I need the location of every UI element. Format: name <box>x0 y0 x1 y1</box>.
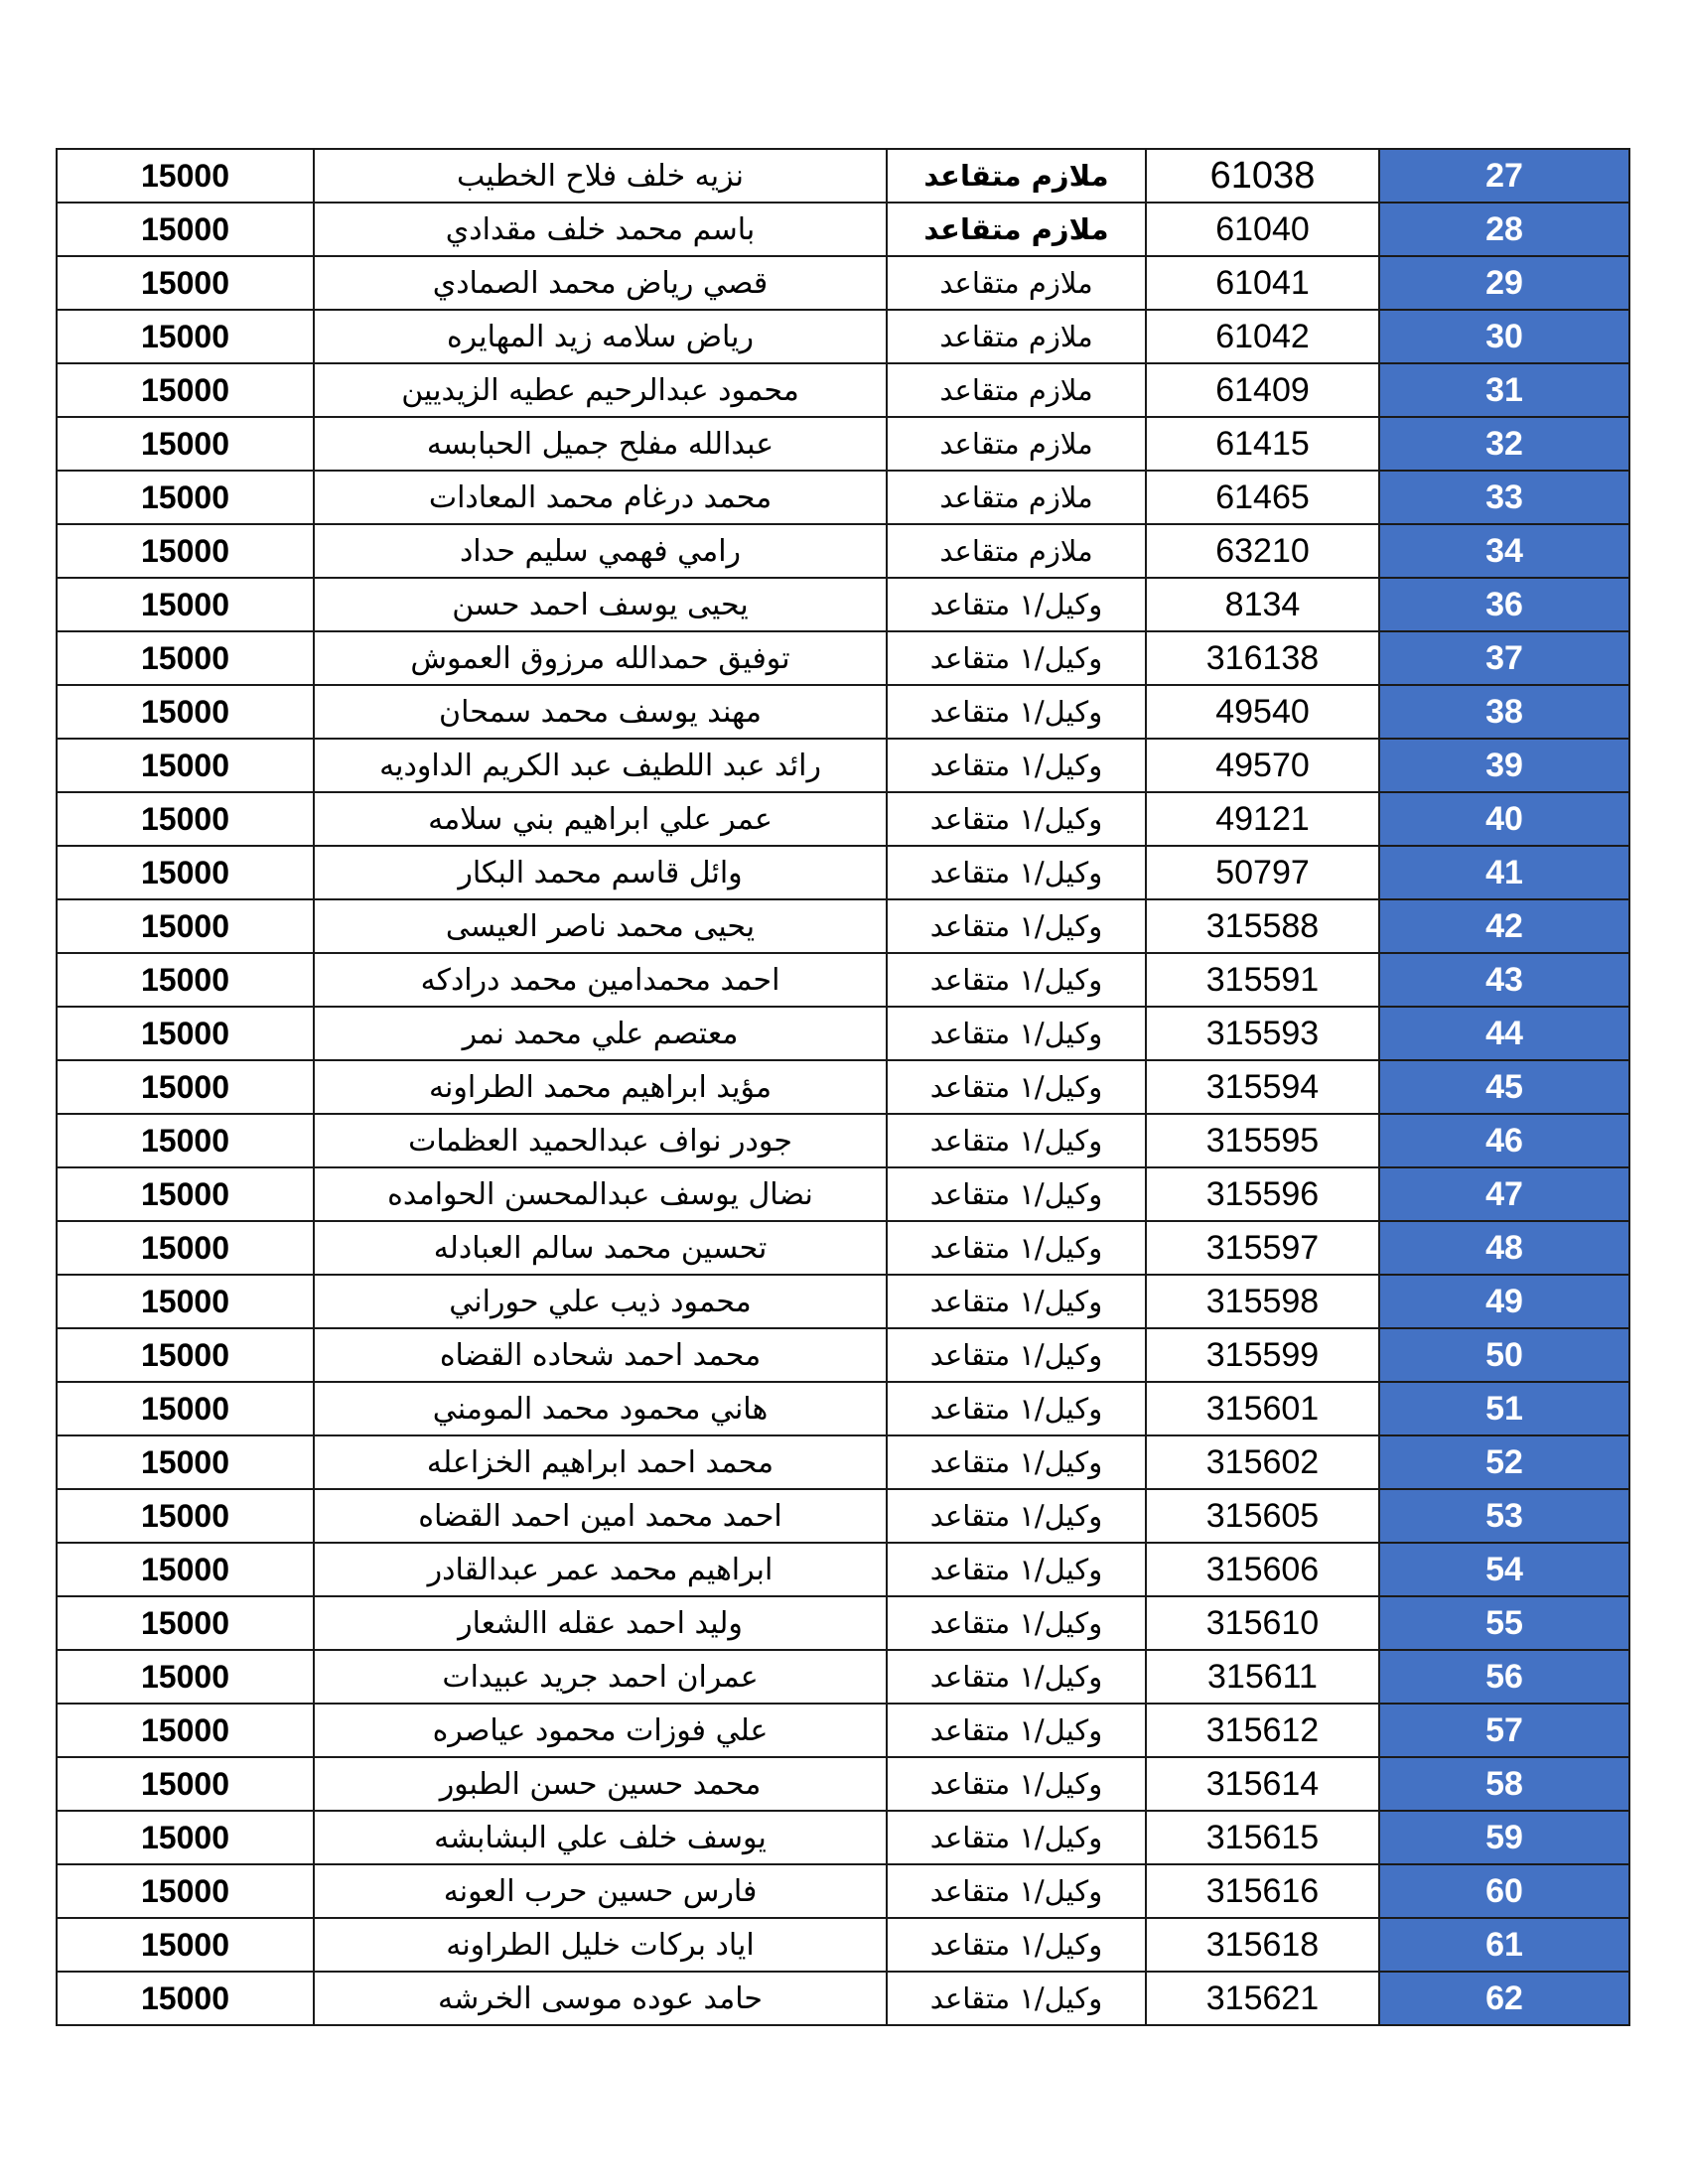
amount-cell: 15000 <box>57 1650 314 1704</box>
id-number-cell: 315612 <box>1146 1704 1379 1757</box>
table-row <box>57 471 1629 524</box>
amount-cell: 15000 <box>57 1328 314 1382</box>
name-cell: عبدالله مفلح جميل الحبابسه <box>314 417 887 471</box>
serial-number-cell: 59 <box>1379 1811 1629 1864</box>
rank-cell: وكيل/١ متقاعد <box>887 1757 1146 1811</box>
id-number-cell: 8134 <box>1146 578 1379 631</box>
id-number-cell: 315598 <box>1146 1275 1379 1328</box>
amount-cell: 15000 <box>57 1543 314 1596</box>
table-row <box>57 1972 1629 2025</box>
amount-cell: 15000 <box>57 1114 314 1167</box>
amount-cell: 15000 <box>57 417 314 471</box>
id-number-cell: 49540 <box>1146 685 1379 739</box>
amount-cell: 15000 <box>57 685 314 739</box>
table-row <box>57 578 1629 631</box>
serial-number-cell: 61 <box>1379 1918 1629 1972</box>
table-row <box>57 1060 1629 1114</box>
table-row <box>57 1328 1629 1382</box>
rank-cell: وكيل/١ متقاعد <box>887 1167 1146 1221</box>
table-row <box>57 1918 1629 1972</box>
serial-number-cell: 44 <box>1379 1007 1629 1060</box>
rank-cell: وكيل/١ متقاعد <box>887 1221 1146 1275</box>
serial-number-cell: 43 <box>1379 953 1629 1007</box>
roster-table-body <box>57 149 1629 2025</box>
id-number-cell: 315596 <box>1146 1167 1379 1221</box>
rank-cell: وكيل/١ متقاعد <box>887 1864 1146 1918</box>
rank-cell: وكيل/١ متقاعد <box>887 685 1146 739</box>
rank-cell: وكيل/١ متقاعد <box>887 1007 1146 1060</box>
id-number-cell: 315610 <box>1146 1596 1379 1650</box>
id-number-cell: 63210 <box>1146 524 1379 578</box>
id-number-cell: 315591 <box>1146 953 1379 1007</box>
table-row <box>57 1275 1629 1328</box>
serial-number-cell: 27 <box>1379 149 1629 203</box>
name-cell: نزيه خلف فلاح الخطيب <box>314 149 887 203</box>
table-row <box>57 739 1629 792</box>
table-row <box>57 1704 1629 1757</box>
name-cell: فارس حسين حرب العونه <box>314 1864 887 1918</box>
table-row <box>57 256 1629 310</box>
id-number-cell: 315614 <box>1146 1757 1379 1811</box>
name-cell: احمد محمدامين محمد درادكه <box>314 953 887 1007</box>
serial-number-cell: 33 <box>1379 471 1629 524</box>
amount-cell: 15000 <box>57 203 314 256</box>
id-number-cell: 315605 <box>1146 1489 1379 1543</box>
id-number-cell: 315601 <box>1146 1382 1379 1435</box>
serial-number-cell: 47 <box>1379 1167 1629 1221</box>
name-cell: قصي رياض محمد الصمادي <box>314 256 887 310</box>
id-number-cell: 315621 <box>1146 1972 1379 2025</box>
name-cell: معتصم علي محمد نمر <box>314 1007 887 1060</box>
name-cell: يوسف خلف علي البشابشه <box>314 1811 887 1864</box>
id-number-cell: 61038 <box>1146 149 1379 203</box>
rank-cell: وكيل/١ متقاعد <box>887 1489 1146 1543</box>
amount-cell: 15000 <box>57 471 314 524</box>
table-row <box>57 203 1629 256</box>
id-number-cell: 315615 <box>1146 1811 1379 1864</box>
amount-cell: 15000 <box>57 953 314 1007</box>
amount-cell: 15000 <box>57 1704 314 1757</box>
amount-cell: 15000 <box>57 1972 314 2025</box>
id-number-cell: 315597 <box>1146 1221 1379 1275</box>
serial-number-cell: 48 <box>1379 1221 1629 1275</box>
serial-number-cell: 45 <box>1379 1060 1629 1114</box>
rank-cell: وكيل/١ متقاعد <box>887 1704 1146 1757</box>
name-cell: محمد احمد شحاده القضاه <box>314 1328 887 1382</box>
table-row <box>57 1864 1629 1918</box>
table-row <box>57 524 1629 578</box>
id-number-cell: 50797 <box>1146 846 1379 899</box>
table-row <box>57 1382 1629 1435</box>
name-cell: يحيى محمد ناصر العيسى <box>314 899 887 953</box>
serial-number-cell: 56 <box>1379 1650 1629 1704</box>
name-cell: احمد محمد امين احمد القضاه <box>314 1489 887 1543</box>
rank-cell: وكيل/١ متقاعد <box>887 1596 1146 1650</box>
table-row <box>57 631 1629 685</box>
name-cell: اياد بركات خليل الطراونه <box>314 1918 887 1972</box>
name-cell: جودر نواف عبدالحميد العظمات <box>314 1114 887 1167</box>
amount-cell: 15000 <box>57 631 314 685</box>
table-row <box>57 953 1629 1007</box>
table-row <box>57 1650 1629 1704</box>
serial-number-cell: 46 <box>1379 1114 1629 1167</box>
name-cell: يحيى يوسف احمد حسن <box>314 578 887 631</box>
id-number-cell: 61409 <box>1146 363 1379 417</box>
id-number-cell: 315599 <box>1146 1328 1379 1382</box>
id-number-cell: 315588 <box>1146 899 1379 953</box>
name-cell: هاني محمود محمد المومني <box>314 1382 887 1435</box>
rank-cell: وكيل/١ متقاعد <box>887 1328 1146 1382</box>
rank-cell: وكيل/١ متقاعد <box>887 1918 1146 1972</box>
id-number-cell: 315602 <box>1146 1435 1379 1489</box>
amount-cell: 15000 <box>57 1918 314 1972</box>
id-number-cell: 61041 <box>1146 256 1379 310</box>
rank-cell: وكيل/١ متقاعد <box>887 1435 1146 1489</box>
serial-number-cell: 55 <box>1379 1596 1629 1650</box>
amount-cell: 15000 <box>57 792 314 846</box>
rank-cell: وكيل/١ متقاعد <box>887 1060 1146 1114</box>
rank-cell: وكيل/١ متقاعد <box>887 1972 1146 2025</box>
table-row <box>57 1543 1629 1596</box>
id-number-cell: 315616 <box>1146 1864 1379 1918</box>
serial-number-cell: 31 <box>1379 363 1629 417</box>
amount-cell: 15000 <box>57 363 314 417</box>
id-number-cell: 315618 <box>1146 1918 1379 1972</box>
rank-cell: وكيل/١ متقاعد <box>887 1275 1146 1328</box>
serial-number-cell: 30 <box>1379 310 1629 363</box>
id-number-cell: 61042 <box>1146 310 1379 363</box>
amount-cell: 15000 <box>57 1060 314 1114</box>
id-number-cell: 315611 <box>1146 1650 1379 1704</box>
rank-cell: ملازم متقاعد <box>887 149 1146 203</box>
table-row <box>57 363 1629 417</box>
rank-cell: وكيل/١ متقاعد <box>887 578 1146 631</box>
table-row <box>57 1757 1629 1811</box>
serial-number-cell: 29 <box>1379 256 1629 310</box>
id-number-cell: 316138 <box>1146 631 1379 685</box>
id-number-cell: 315606 <box>1146 1543 1379 1596</box>
id-number-cell: 61465 <box>1146 471 1379 524</box>
amount-cell: 15000 <box>57 1382 314 1435</box>
amount-cell: 15000 <box>57 1167 314 1221</box>
serial-number-cell: 50 <box>1379 1328 1629 1382</box>
amount-cell: 15000 <box>57 1489 314 1543</box>
rank-cell: وكيل/١ متقاعد <box>887 1382 1146 1435</box>
serial-number-cell: 54 <box>1379 1543 1629 1596</box>
amount-cell: 15000 <box>57 899 314 953</box>
table-row <box>57 1007 1629 1060</box>
table-row <box>57 417 1629 471</box>
serial-number-cell: 52 <box>1379 1435 1629 1489</box>
amount-cell: 15000 <box>57 1435 314 1489</box>
amount-cell: 15000 <box>57 256 314 310</box>
rank-cell: وكيل/١ متقاعد <box>887 792 1146 846</box>
id-number-cell: 315595 <box>1146 1114 1379 1167</box>
name-cell: مهند يوسف محمد سمحان <box>314 685 887 739</box>
name-cell: ابراهيم محمد عمر عبدالقادر <box>314 1543 887 1596</box>
name-cell: نضال يوسف عبدالمحسن الحوامده <box>314 1167 887 1221</box>
serial-number-cell: 28 <box>1379 203 1629 256</box>
rank-cell: وكيل/١ متقاعد <box>887 1811 1146 1864</box>
rank-cell: وكيل/١ متقاعد <box>887 1650 1146 1704</box>
table-row <box>57 899 1629 953</box>
rank-cell: ملازم متقاعد <box>887 310 1146 363</box>
table-row <box>57 792 1629 846</box>
table-row <box>57 1435 1629 1489</box>
rank-cell: وكيل/١ متقاعد <box>887 953 1146 1007</box>
amount-cell: 15000 <box>57 739 314 792</box>
amount-cell: 15000 <box>57 1275 314 1328</box>
id-number-cell: 315594 <box>1146 1060 1379 1114</box>
name-cell: باسم محمد خلف مقدادي <box>314 203 887 256</box>
amount-cell: 15000 <box>57 1811 314 1864</box>
table-row <box>57 846 1629 899</box>
rank-cell: وكيل/١ متقاعد <box>887 1543 1146 1596</box>
id-number-cell: 49121 <box>1146 792 1379 846</box>
rank-cell: ملازم متقاعد <box>887 256 1146 310</box>
serial-number-cell: 51 <box>1379 1382 1629 1435</box>
amount-cell: 15000 <box>57 1007 314 1060</box>
serial-number-cell: 57 <box>1379 1704 1629 1757</box>
amount-cell: 15000 <box>57 1221 314 1275</box>
rank-cell: ملازم متقاعد <box>887 524 1146 578</box>
id-number-cell: 61415 <box>1146 417 1379 471</box>
rank-cell: ملازم متقاعد <box>887 363 1146 417</box>
amount-cell: 15000 <box>57 1757 314 1811</box>
id-number-cell: 49570 <box>1146 739 1379 792</box>
amount-cell: 15000 <box>57 578 314 631</box>
name-cell: رامي فهمي سليم حداد <box>314 524 887 578</box>
roster-sheet <box>56 148 1628 2026</box>
roster-table <box>56 148 1630 2026</box>
name-cell: توفيق حمدالله مرزوق العموش <box>314 631 887 685</box>
name-cell: رياض سلامه زيد المهايره <box>314 310 887 363</box>
name-cell: رائد عبد اللطيف عبد الكريم الداوديه <box>314 739 887 792</box>
name-cell: محمد حسين حسن الطبور <box>314 1757 887 1811</box>
name-cell: عمران احمد جريد عبيدات <box>314 1650 887 1704</box>
serial-number-cell: 53 <box>1379 1489 1629 1543</box>
name-cell: مؤيد ابراهيم محمد الطراونه <box>314 1060 887 1114</box>
amount-cell: 15000 <box>57 846 314 899</box>
table-row <box>57 1489 1629 1543</box>
amount-cell: 15000 <box>57 149 314 203</box>
amount-cell: 15000 <box>57 524 314 578</box>
serial-number-cell: 49 <box>1379 1275 1629 1328</box>
serial-number-cell: 39 <box>1379 739 1629 792</box>
id-number-cell: 61040 <box>1146 203 1379 256</box>
rank-cell: وكيل/١ متقاعد <box>887 899 1146 953</box>
rank-cell: وكيل/١ متقاعد <box>887 846 1146 899</box>
table-row <box>57 1114 1629 1167</box>
serial-number-cell: 58 <box>1379 1757 1629 1811</box>
serial-number-cell: 62 <box>1379 1972 1629 2025</box>
table-row <box>57 1221 1629 1275</box>
serial-number-cell: 41 <box>1379 846 1629 899</box>
name-cell: علي فوزات محمود عياصره <box>314 1704 887 1757</box>
amount-cell: 15000 <box>57 1864 314 1918</box>
rank-cell: وكيل/١ متقاعد <box>887 631 1146 685</box>
amount-cell: 15000 <box>57 310 314 363</box>
serial-number-cell: 60 <box>1379 1864 1629 1918</box>
name-cell: محمود عبدالرحيم عطيه الزيديين <box>314 363 887 417</box>
name-cell: محمود ذيب علي حوراني <box>314 1275 887 1328</box>
table-row <box>57 1811 1629 1864</box>
rank-cell: وكيل/١ متقاعد <box>887 1114 1146 1167</box>
table-row <box>57 1167 1629 1221</box>
table-row <box>57 685 1629 739</box>
serial-number-cell: 42 <box>1379 899 1629 953</box>
table-row <box>57 310 1629 363</box>
id-number-cell: 315593 <box>1146 1007 1379 1060</box>
serial-number-cell: 37 <box>1379 631 1629 685</box>
name-cell: وليد احمد عقله االشعار <box>314 1596 887 1650</box>
rank-cell: ملازم متقاعد <box>887 471 1146 524</box>
table-row <box>57 1596 1629 1650</box>
serial-number-cell: 38 <box>1379 685 1629 739</box>
name-cell: محمد احمد ابراهيم الخزاعله <box>314 1435 887 1489</box>
name-cell: وائل قاسم محمد البكار <box>314 846 887 899</box>
name-cell: تحسين محمد سالم العبادله <box>314 1221 887 1275</box>
serial-number-cell: 32 <box>1379 417 1629 471</box>
amount-cell: 15000 <box>57 1596 314 1650</box>
name-cell: محمد درغام محمد المعادات <box>314 471 887 524</box>
rank-cell: وكيل/١ متقاعد <box>887 739 1146 792</box>
rank-cell: ملازم متقاعد <box>887 203 1146 256</box>
serial-number-cell: 34 <box>1379 524 1629 578</box>
serial-number-cell: 40 <box>1379 792 1629 846</box>
name-cell: حامد عوده موسى الخرشه <box>314 1972 887 2025</box>
serial-number-cell: 36 <box>1379 578 1629 631</box>
name-cell: عمر علي ابراهيم بني سلامه <box>314 792 887 846</box>
table-row <box>57 149 1629 203</box>
rank-cell: ملازم متقاعد <box>887 417 1146 471</box>
